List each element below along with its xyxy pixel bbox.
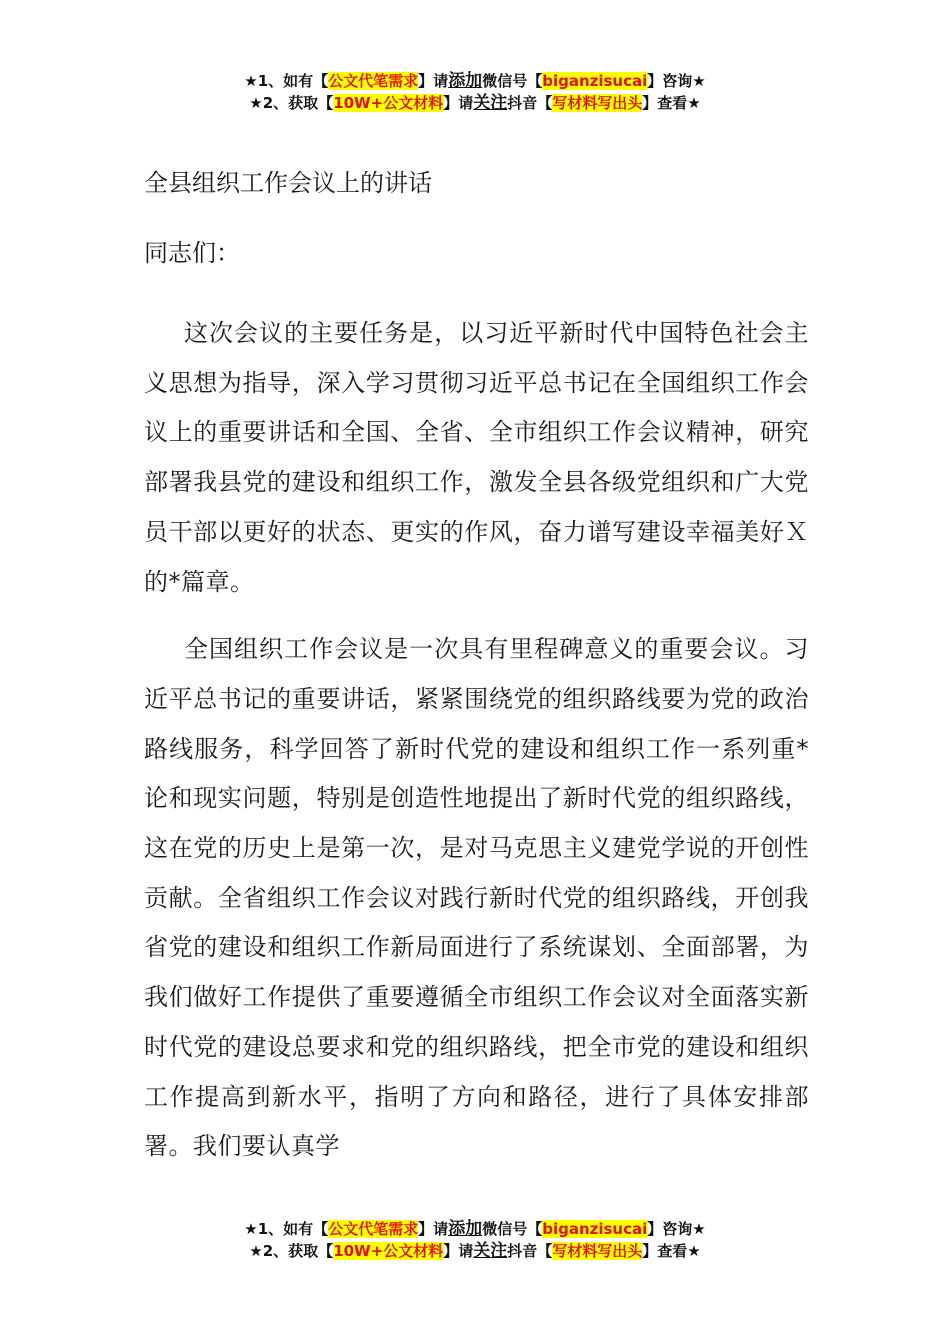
banner-highlight-wechat: biganzisucai bbox=[542, 1220, 648, 1238]
banner-text: 】咨询★ bbox=[647, 72, 706, 90]
banner-text: 】查看★ bbox=[642, 94, 701, 112]
banner-highlight-service: 公文代笔需求 bbox=[328, 72, 419, 90]
banner-line-2 bbox=[0, 92, 950, 114]
footer-banner bbox=[0, 1218, 950, 1262]
banner-text: 】请 bbox=[443, 1242, 474, 1260]
banner-highlight-wechat: biganzisucai bbox=[542, 72, 648, 90]
paragraph: 这次会议的主要任务是，以习近平新时代中国特色社会主义思想为指导，深入学习贯彻习近平总书记在全国组织工作会议上的重要讲话和全国、全省、全市组织工作会议精神，研究部署我县党的建设和组织工作，激发全县各级党组织和广大党员干部以更好的状态、更实的作风，奋力谱写建设幸福美好Ｘ的*篇章。 bbox=[144, 319, 809, 596]
banner-line-1 bbox=[0, 70, 950, 92]
banner-text: 】查看★ bbox=[642, 1242, 701, 1260]
banner-text: 】请 bbox=[418, 72, 449, 90]
banner-text: ★1、如有【 bbox=[244, 72, 329, 90]
banner-text: 抖音【 bbox=[507, 94, 553, 112]
banner-highlight-douyin: 写材料写出头 bbox=[552, 94, 643, 112]
banner-highlight-materials: 10W+公文材料 bbox=[333, 94, 444, 112]
banner-highlight-service: 公文代笔需求 bbox=[328, 1220, 419, 1238]
banner-line-2 bbox=[0, 1240, 950, 1262]
banner-text: 微信号【 bbox=[482, 72, 543, 90]
banner-highlight-douyin: 写材料写出头 bbox=[552, 1242, 643, 1260]
banner-highlight-materials: 10W+公文材料 bbox=[333, 1242, 444, 1260]
banner-text: ★1、如有【 bbox=[244, 1220, 329, 1238]
banner-emphasis: 关注 bbox=[473, 1241, 508, 1261]
header-banner bbox=[0, 70, 950, 114]
banner-text: 】请 bbox=[443, 94, 474, 112]
banner-text: 】请 bbox=[418, 1220, 449, 1238]
greeting: 同志们： bbox=[144, 239, 240, 267]
banner-text: ★2、获取【 bbox=[249, 1242, 334, 1260]
banner-emphasis: 添加 bbox=[448, 71, 483, 91]
banner-line-1 bbox=[0, 1218, 950, 1240]
banner-text: 抖音【 bbox=[507, 1242, 553, 1260]
banner-text: ★2、获取【 bbox=[249, 94, 334, 112]
banner-emphasis: 关注 bbox=[473, 93, 508, 113]
banner-text: 】咨询★ bbox=[647, 1220, 706, 1238]
banner-emphasis: 添加 bbox=[448, 1219, 483, 1239]
document-body bbox=[144, 163, 809, 1172]
paragraph: 全国组织工作会议是一次具有里程碑意义的重要会议。习近平总书记的重要讲话，紧紧围绕党的组织路线要为党的政治路线服务，科学回答了新时代党的建设和组织工作一系列重*论和现实问题，特别是创造性地提出了新时代党的组织路线，这在党的历史上是第一次，是对马克思主义建党学说的开创性贡献。全省组织工作会议对践行新时代党的组织路线，开创我省党的建设和组织工作新局面进行了系统谋划、全面部署，为我们做好工作提供了重要遵循全市组织工作会议对全面落实新时代党的建设总要求和党的组织路线，把全市党的建设和组织工作提高到新水平，指明了方向和路径，进行了具体安排部署。我们要认真学 bbox=[144, 635, 809, 1161]
banner-text: 微信号【 bbox=[482, 1220, 543, 1238]
document-title: 全县组织工作会议上的讲话 bbox=[144, 169, 432, 197]
